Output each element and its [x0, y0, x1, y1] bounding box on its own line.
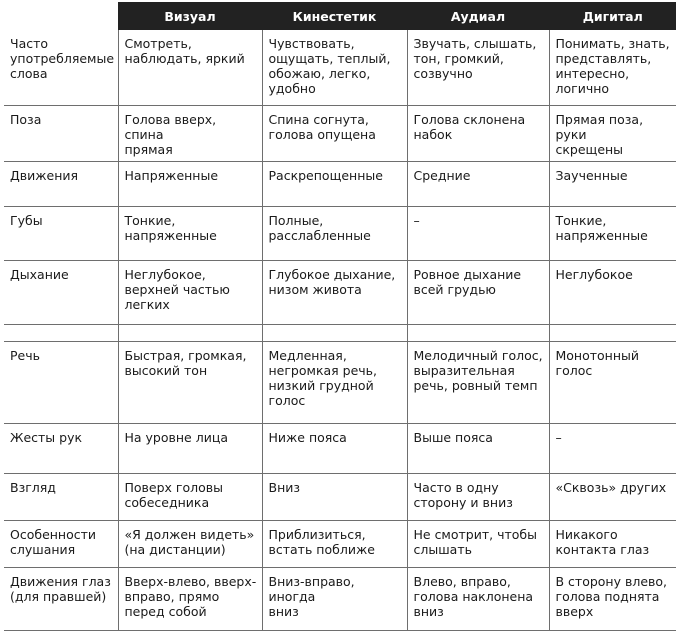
header-corner [4, 2, 118, 30]
row-label: Особенности слушания [4, 520, 118, 567]
row-label: Взгляд [4, 473, 118, 520]
table-cell: Неглубокое, верхней частью легких [118, 260, 262, 324]
table-row [4, 567, 676, 630]
table-cell: Неглубокое [549, 260, 676, 324]
table-row [4, 30, 676, 105]
divider-cell [549, 324, 676, 341]
header-auditory: Аудиал [407, 2, 549, 30]
table-cell: Монотонный голос [549, 341, 676, 423]
divider-cell [262, 324, 407, 341]
table-cell: Прямая поза, руки скрещены [549, 105, 676, 161]
row-label: Часто употребляемые слова [4, 30, 118, 105]
table-row [4, 423, 676, 473]
divider-cell [4, 324, 118, 341]
row-label: Дыхание [4, 260, 118, 324]
table-body [4, 30, 676, 630]
table-cell: Ровное дыхание всей грудью [407, 260, 549, 324]
table-cell: «Сквозь» других [549, 473, 676, 520]
row-label: Губы [4, 206, 118, 260]
table-cell: Вниз [262, 473, 407, 520]
table-cell: Часто в одну сторону и вниз [407, 473, 549, 520]
table-cell: Раскрепощенные [262, 161, 407, 206]
header-digital: Дигитал [549, 2, 676, 30]
row-label: Движения глаз (для правшей) [4, 567, 118, 630]
table-cell: Заученные [549, 161, 676, 206]
table-cell: Поверх головы собеседника [118, 473, 262, 520]
table-cell: Мелодичный голос, выразительная речь, ровный темп [407, 341, 549, 423]
section-divider [4, 324, 676, 341]
table-cell: Приблизиться, встать поближе [262, 520, 407, 567]
table-cell: – [407, 206, 549, 260]
divider-cell [118, 324, 262, 341]
table-cell: Медленная, негромкая речь, низкий грудной голос [262, 341, 407, 423]
table-cell: На уровне лица [118, 423, 262, 473]
table-cell: Средние [407, 161, 549, 206]
table-cell: Никакого контакта глаз [549, 520, 676, 567]
table-cell: Выше пояса [407, 423, 549, 473]
table-cell: Звучать, слышать, тон, громкий, созвучно [407, 30, 549, 105]
table-cell: Тонкие, напряженные [549, 206, 676, 260]
divider-cell [407, 324, 549, 341]
header-visual: Визуал [118, 2, 262, 30]
table-cell: Смотреть, наблюдать, яркий [118, 30, 262, 105]
header-kinesthetic: Кинестетик [262, 2, 407, 30]
table-cell: «Я должен видеть» (на дистанции) [118, 520, 262, 567]
table-row [4, 161, 676, 206]
table-cell: Голова склонена набок [407, 105, 549, 161]
table-cell: Понимать, знать, представлять, интересно, логично [549, 30, 676, 105]
table-cell: Напряженные [118, 161, 262, 206]
table-header [4, 2, 676, 30]
table-cell: Глубокое дыхание, низом живота [262, 260, 407, 324]
table-cell: Вниз-вправо, иногда вниз [262, 567, 407, 630]
row-label: Жесты рук [4, 423, 118, 473]
table-cell: Голова вверх, спина прямая [118, 105, 262, 161]
row-label: Движения [4, 161, 118, 206]
row-label: Поза [4, 105, 118, 161]
table-cell: Не смотрит, чтобы слышать [407, 520, 549, 567]
table-row [4, 520, 676, 567]
table-cell: Влево, вправо, голова наклонена вниз [407, 567, 549, 630]
table-cell: Быстрая, громкая, высокий тон [118, 341, 262, 423]
sensory-types-table [4, 2, 676, 631]
table-row [4, 473, 676, 520]
table-row [4, 105, 676, 161]
table-cell: Ниже пояса [262, 423, 407, 473]
table-row [4, 206, 676, 260]
table-cell: В сторону влево, голова поднята вверх [549, 567, 676, 630]
table-cell: Вверх-влево, вверх- вправо, прямо перед собой [118, 567, 262, 630]
table-cell: Спина согнута, голова опущена [262, 105, 407, 161]
table-cell: Полные, расслабленные [262, 206, 407, 260]
table-cell: Чувствовать, ощущать, теплый, обожаю, легко, удобно [262, 30, 407, 105]
table-cell: Тонкие, напряженные [118, 206, 262, 260]
row-label: Речь [4, 341, 118, 423]
table-cell: – [549, 423, 676, 473]
table-row [4, 260, 676, 324]
table-row [4, 341, 676, 423]
